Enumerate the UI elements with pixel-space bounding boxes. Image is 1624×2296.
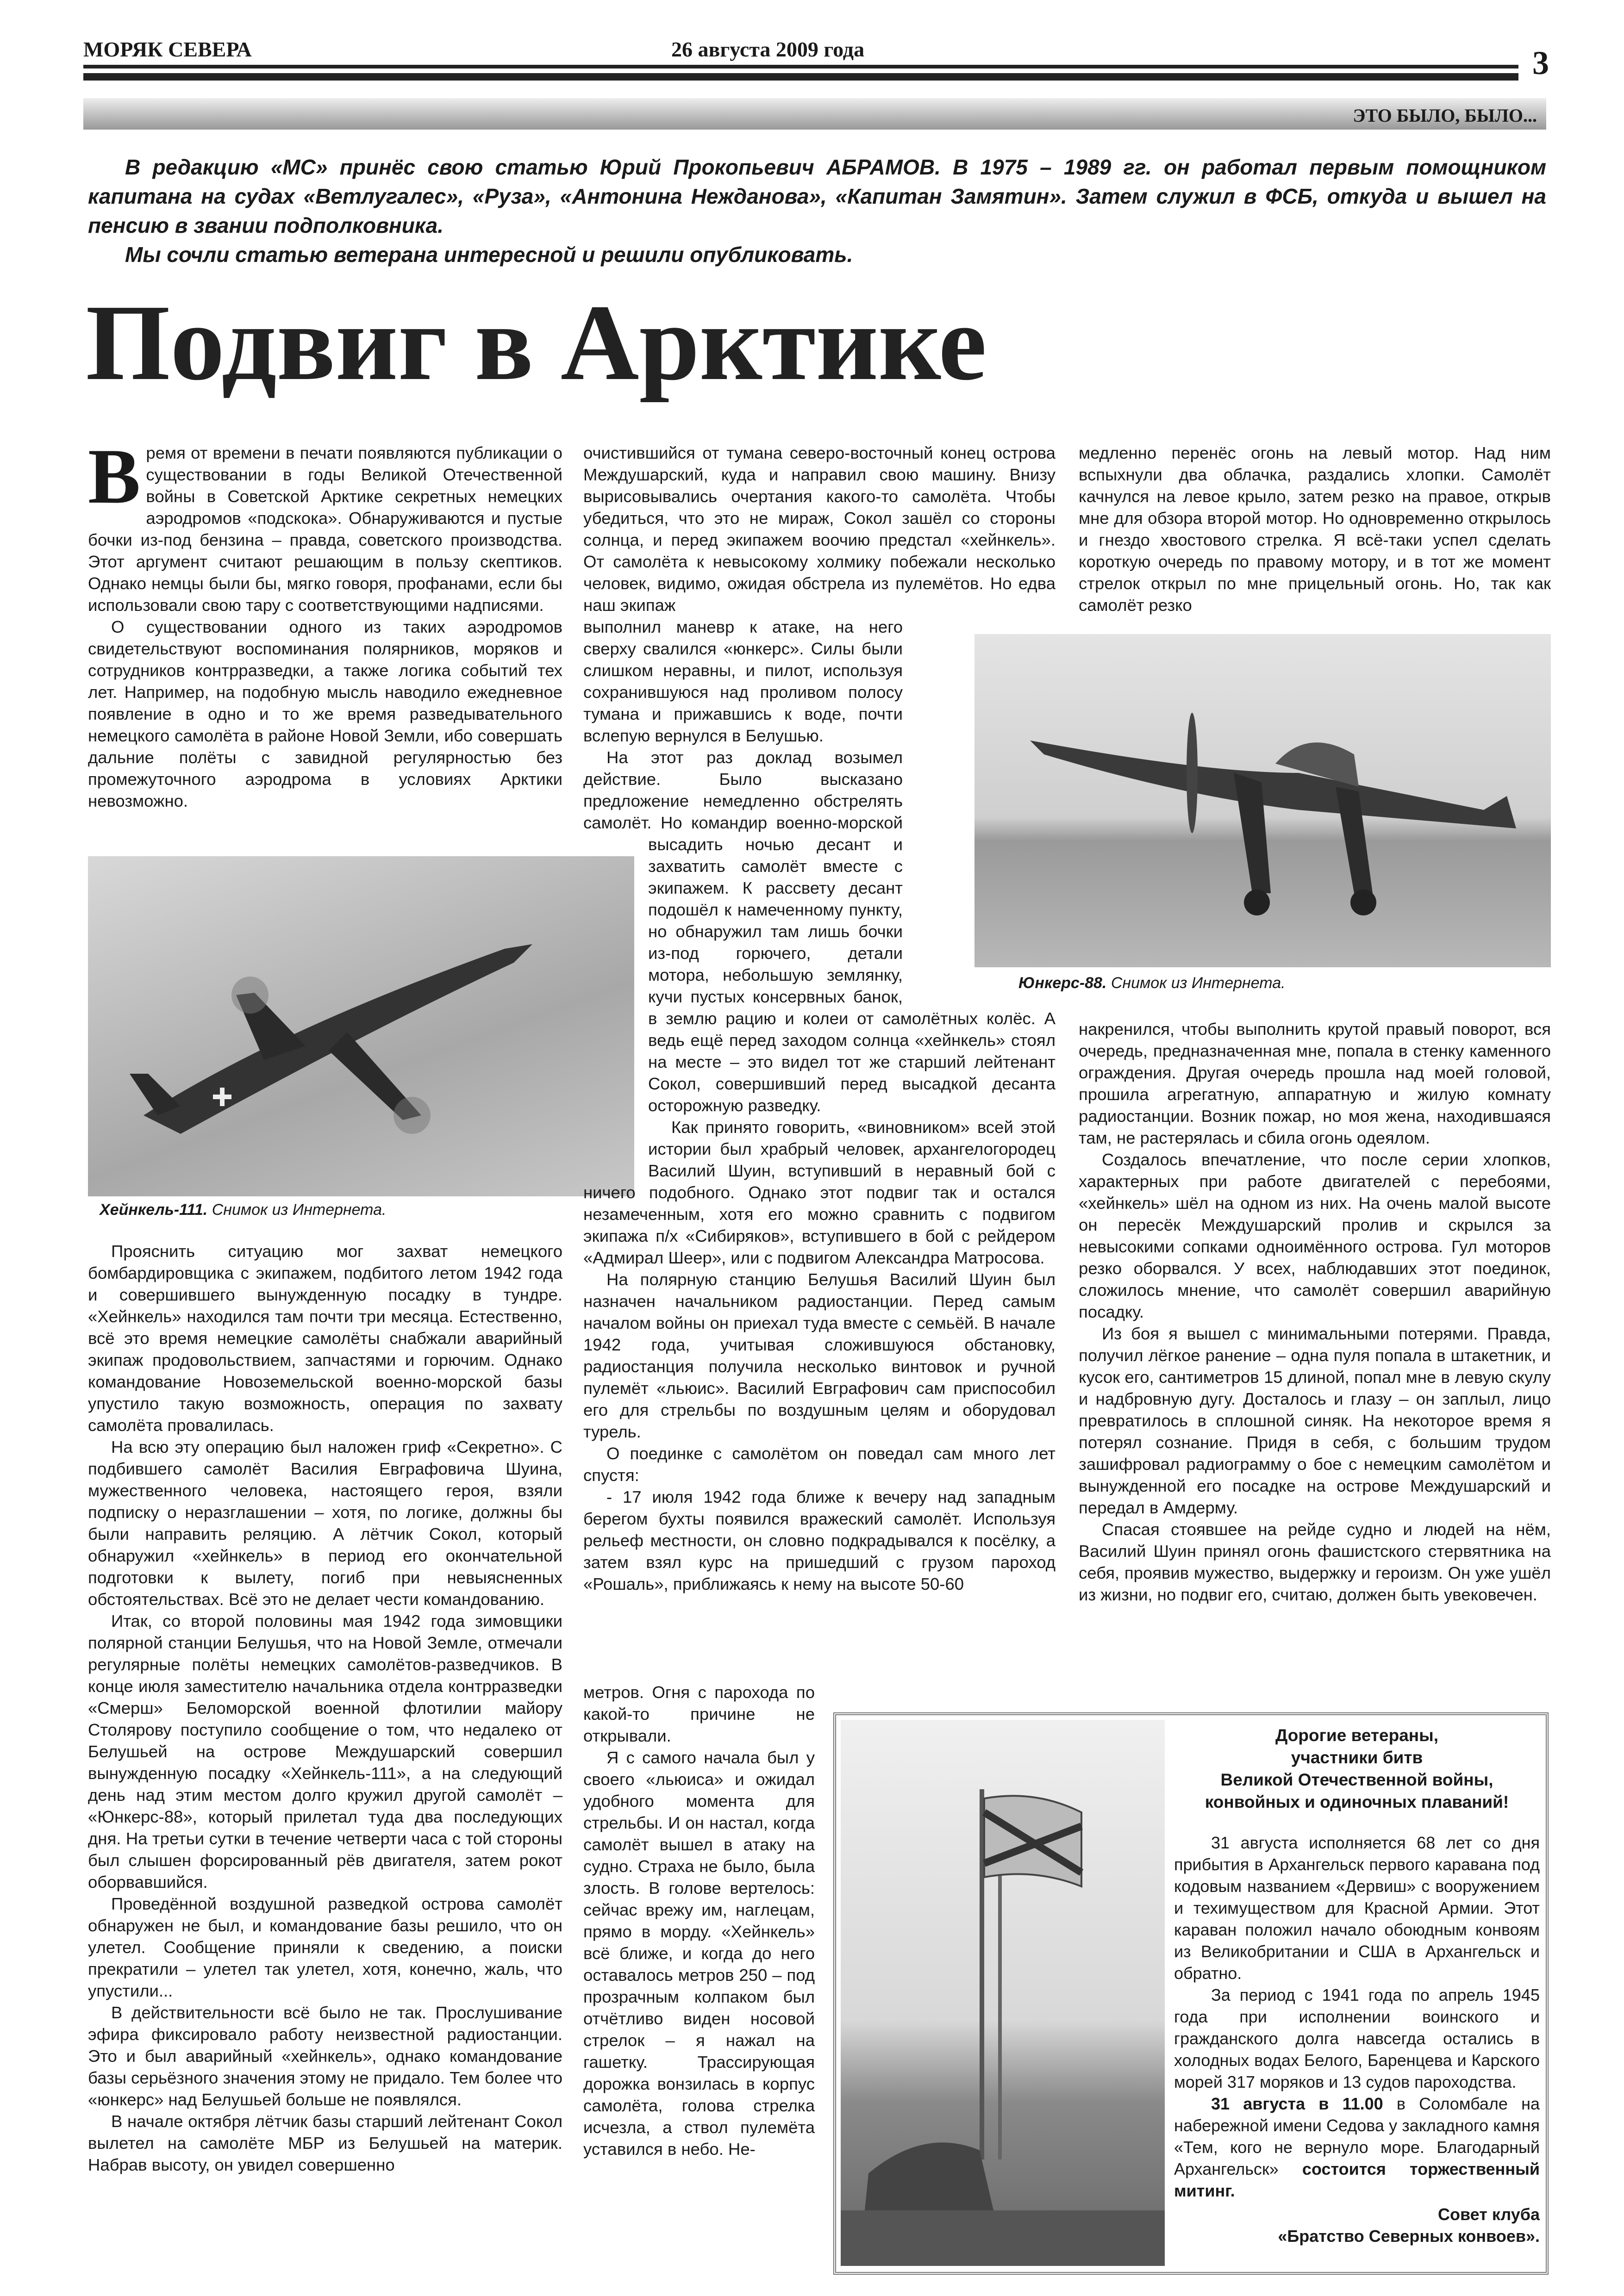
paragraph: В действительности всё было не так. Прослушивание эфира фиксировало работу неизвестной радиостанции. Это и был аварийный «хейнкель», однако командование базы серьёзного значения этому не придало. Тем более что «юнкерс» над Белушьей больше не появлялся. (88, 2003, 562, 2109)
caption-note: Снимок из Интернета. (207, 1201, 387, 1219)
article-title: Подвиг в Арктике (86, 282, 987, 403)
column2-a (583, 442, 1056, 616)
intro-paragraph: В редакцию «МС» принёс свою статью Юрий Прокопьевич АБРАМОВ. В 1975 – 1989 гг. он работал первым помощником капитана на судах «Ветлугалес», «Руза», «Антонина Нежданова», «Капитан Замятин». Затем служил в ФСБ, откуда и вышел на пенсию в звании подполковника. (88, 155, 1546, 237)
announcement-text (1174, 1724, 1540, 2247)
event-text: в Соломбале на набережной имени Седова у закладного камня «Тем, кого не вернуло море. Благодарный Архангельск» (1174, 2094, 1540, 2178)
column2-e (583, 1182, 1056, 1681)
photo-caption (1018, 974, 1286, 992)
paragraph: ремя от времени в печати появляются публикации о существовании в годы Великой Отечественной войны в Советской Арктике секретных немецких аэродромов «подскока». Обнаруживаются и пустые бочки из-под бензина – правда, советского производства. Этот аргумент считают решающим в пользу скептиков. Однако немцы были бы, мягко говоря, профанами, если бы использовали свою тару с соответствующими надписями. (88, 443, 562, 615)
photo-caption (100, 1201, 386, 1219)
announcement-heading: Дорогие ветераны, участники битв Великой Отечественной войны, конвойных и одиночных плаваний! (1205, 1726, 1509, 1811)
paragraph: Создалось впечатление, что после серии хлопков, характерных при работе двигателей с перебоями, «хейнкель» шёл на одном из них. На очень малой высоте он пересёк Междушарский пролив и скрылся за невысокими сопками одноимённого острова. Гул моторов резко оборвался. У всех, наблюдавших этот поединок, сложилось мнение, что самолёт совершил аварийную посадку. (1079, 1150, 1551, 1321)
paragraph: Прояснить ситуацию мог захват немецкого бомбардировщика с экипажем, подбитого летом 1942 года и совершившего вынужденную посадку в тундре. «Хейнкель» находился там почти три месяца. Естественно, всё это время немецкие самолёты снабжали аварийный экипаж продовольствием, запчастями и горючим. Однако командование Новоземельской военно-морской базы упустило такую возможность, операция по захвату самолёта провалилась. (88, 1242, 562, 1435)
column3-b (1079, 1018, 1551, 1685)
paragraph: Я с самого начала был у своего «льюиса» и ожидал удобного момента для стрельбы. И он настал, когда самолёт вышел в атаку на судно. Страха не было, была злость. В голове вертелось: сейчас врежу им, наглецам, прямо в морду. «Хейнкель» всё ближе, и когда до него оставалось метров 250 – под прозрачным колпаком был отчётливо виден носовой стрелок – я нажал на гашетку. Трассирующая дорожка вонзилась в корпус самолёта, голова стрелка исчезла, а ствол пулемёта уставился в небо. Не- (583, 1748, 815, 2159)
column2-f (583, 1681, 815, 2276)
paragraph: 31 августа исполняется 68 лет со дня прибытия в Архангельск первого каравана под кодовым названием «Дервиш» с вооружением и техимуществом для Красной Армии. Этот караван положил начало обоюдным конвоям из Великобритании и США в Архангельск и обратно. (1174, 1833, 1540, 1983)
heinkel-111-photo (88, 856, 634, 1196)
drop-cap: В (88, 442, 141, 520)
newspaper-name: МОРЯК СЕВЕРА (83, 37, 252, 61)
signature-line: «Братство Северных конвоев». (1278, 2227, 1540, 2246)
paragraph: На всю эту операцию был наложен гриф «Секретно». С подбившего самолёт Василия Евграфовича Шуина, мужественного человека, настоящего героя, взяли подписку о неразглашении – хотя, по логике, должны бы были направить реляцию. А лётчик Сокол, который обнаружил «хейнкель» в период его окончательной подготовки к вылету, погиб при невыясненных обстоятельствах. Всё это не делает чести командованию. (88, 1437, 562, 1609)
header-rule-thick (83, 73, 1518, 81)
paragraph: О поединке с самолётом он поведал сам много лет спустя: (583, 1444, 1056, 1485)
paragraph: - 17 июля 1942 года ближе к вечеру над западным берегом бухты появился вражеский самолёт. Используя рельеф местности, он словно подкрадывался к посёлку, а затем взял курс на пришедший с грузом пароход «Рошаль», приближаясь к нему на высоте 50-60 (583, 1487, 1056, 1593)
page-number: 3 (1532, 44, 1549, 81)
column3-a (1079, 442, 1551, 616)
junkers-88-photo (974, 634, 1551, 967)
paragraph: За период с 1941 года по апрель 1945 года при исполнении воинского и гражданского долга навсегда остались в холодных водах Белого, Баренцева и Карского морей 317 моряков и 13 судов пароходства. (1174, 1985, 1540, 2091)
caption-title: Юнкерс-88. (1018, 974, 1107, 992)
paragraph: медленно перенёс огонь на левый мотор. Над ним вспыхнули два облачка, раздались хлопки. Самолёт качнулся на левое крыло, затем резко на правое, открыв мне для обзора второй мотор. Но одновременно открылось и гнездо хвостового стрелка. Я всё-таки успел сделать короткую очередь по правому мотору, и в тот же момент стрелок открыл по мне прицельный огонь. Но, так как самолёт резко (1079, 443, 1551, 615)
column2-b (583, 616, 903, 834)
column2-d (648, 1008, 1056, 1182)
event-note: состоится торжественный митинг. (1174, 2159, 1540, 2200)
paragraph: Проведённой воздушной разведкой острова самолёт обнаружен не был, и командование базы решило, что он улетел. Сообщение приняли к сведению, а поиски прекратили – улетел так улетел, хотя, конечно, жаль, что упустили... (88, 1894, 562, 2000)
paragraph: О существовании одного из таких аэродромов свидетельствуют воспоминания полярников, моряков и сотрудников контрразведки, а также логика событий тех лет. Например, на подобную мысль наводило ежедневное появление в одно и то же время разведывательного немецкого самолёта в районе Новой Земли, ибо совершать дальние полёты с завидной регулярностью без промежуточного аэродрома в условиях Арктики невозможно. (88, 617, 562, 810)
column2-c (648, 834, 903, 1008)
memorial-flag-photo (841, 1720, 1165, 2266)
caption-note: Снимок из Интернета. (1106, 974, 1286, 992)
rubric: ЭТО БЫЛО, БЫЛО... (1353, 105, 1537, 126)
paragraph: метров. Огня с парохода по какой-то причине не открывали. (583, 1683, 815, 1745)
editorial-intro (88, 153, 1546, 269)
paragraph: Из боя я вышел с минимальными потерями. Правда, получил лёгкое ранение – одна пуля попала в штакетник, и кусок его, сантиметров 15 длиной, попал мне в левую скулу и надбровную дугу. Досталось и глазу – он заплыл, лицо превратилось в сплошной синяк. На некоторое время я потерял сознание. Придя в себя, с большим трудом зашифровал радиограмму о бое с немецким самолётом и вынужденной его посадке на острове Междушарский и передал в Амдерму. (1079, 1324, 1551, 1517)
paragraph: Итак, со второй половины мая 1942 года зимовщики полярной станции Белушья, что на Новой Земле, отмечали регулярные полёты немецких самолётов-разведчиков. В конце июля заместителю начальника отдела контрразведки «Смерш» Беломорской военной флотилии майору Столярову поступило сообщение о том, что недалеко от Белушьей на острове Междушарский совершил вынужденную посадку «Хейнкель-111», а на следующий день над этим местом долго кружил другой самолёт – «Юнкерс-88», который прилетал туда два последующих дня. На третьи сутки в течение четверти часа с той стороны был слышен форсированный рёв двигателя, затем рокот оборвавшийся. (88, 1612, 562, 1892)
paragraph: ничего подобного. Однако этот подвиг так и остался незамеченным, хотя его можно сравнить с подвигом экипажа п/х «Сибиряков», вступившего в бой с рейдером «Адмирал Шеер», или с подвигом Александра Матросова. (583, 1183, 1056, 1267)
header-rule (83, 65, 1518, 68)
paragraph: выполнил маневр к атаке, на него сверху свалился «юнкерс». Силы были слишком неравны, и пилот, используя сохранившуюся над проливом полосу тумана и прижавшись к воде, почти вслепую вернулся в Белушью. (583, 617, 903, 745)
paragraph: высадить ночью десант и захватить самолёт вместе с экипажем. К рассвету десант подошёл к намеченному пункту, но обнаружил там лишь бочки из-под горючего, детали мотора, небольшую землянку, кучи пустых консервных банок, (648, 835, 903, 1006)
caption-title: Хейнкель-111. (100, 1201, 208, 1219)
paragraph: В начале октября лётчик базы старший лейтенант Сокол вылетел на самолёте МБР из Белушьей на материк. Набрав высоту, он увидел совершенно (88, 2112, 562, 2174)
column1-top (88, 442, 562, 835)
signature-line: Совет клуба (1438, 2205, 1540, 2224)
column1-bottom (88, 1240, 562, 2277)
paragraph: На полярную станцию Белушья Василий Шуин был назначен начальником радиостанции. Перед самым началом войны он приехал туда вместе с семьёй. В начале 1942 года, учитывая сложившуюся обстановку, радиостанция получила несколько винтовок и ручной пулемёт «льюис». Василий Евграфович сам приспособил его для стрельбы по воздушным целям и оборудовал турель. (583, 1270, 1056, 1441)
intro-paragraph: Мы сочли статью ветерана интересной и решили опубликовать. (125, 243, 853, 267)
paragraph: На этот раз доклад возымел действие. Было высказано предложение немедленно обстрелять самолёт. Но командир военно-морской (583, 748, 903, 832)
paragraph: в землю рацию и колеи от самолётных колёс. А ведь ещё перед заходом солнца «хейнкель» стоял на месте – это видел тот же старший лейтенант Сокол, совершивший перед высадкой десанта осторожную разведку. (648, 1009, 1056, 1115)
paragraph: Спасая стоявшее на рейде судно и людей на нём, Василий Шуин принял огонь фашистского стервятника на себя, проявив мужество, выдержку и героизм. Он уже ушёл из жизни, но подвиг его, считаю, должен быть увековечен. (1079, 1520, 1551, 1604)
event-time: 31 августа в 11.00 (1211, 2094, 1383, 2113)
rubric-band (83, 98, 1546, 130)
paragraph: Как принято говорить, «виновником» всей этой истории был храбрый человек, архангелогородец Василий Шуин, вступивший в неравный бой с (648, 1118, 1056, 1180)
paragraph: очистившийся от тумана северо-восточный конец острова Междушарский, куда и направил свою машину. Внизу вырисовывались очертания какого-то самолёта. Чтобы убедиться, что это не мираж, Сокол зашёл со стороны солнца, и перед экипажем воочию предстал «хейнкель». От самолёта к невысокому холмику побежали несколько человек, видимо, ожидая обстрела из пулемётов. Но едва наш экипаж (583, 443, 1056, 615)
issue-date: 26 августа 2009 года (671, 37, 865, 61)
paragraph (1174, 2093, 1540, 2202)
paragraph: накренился, чтобы выполнить крутой правый поворот, вся очередь, предназначенная мне, попала в стенку каменного ограждения. Другая очередь прошла над моей головой, прошила агрегатную, аппаратную и жилую комнату радиостанции. Возник пожар, но моя жена, находившаяся там, не растерялась и сбила огонь одеялом. (1079, 1020, 1551, 1147)
veterans-announcement-box (833, 1712, 1549, 2275)
